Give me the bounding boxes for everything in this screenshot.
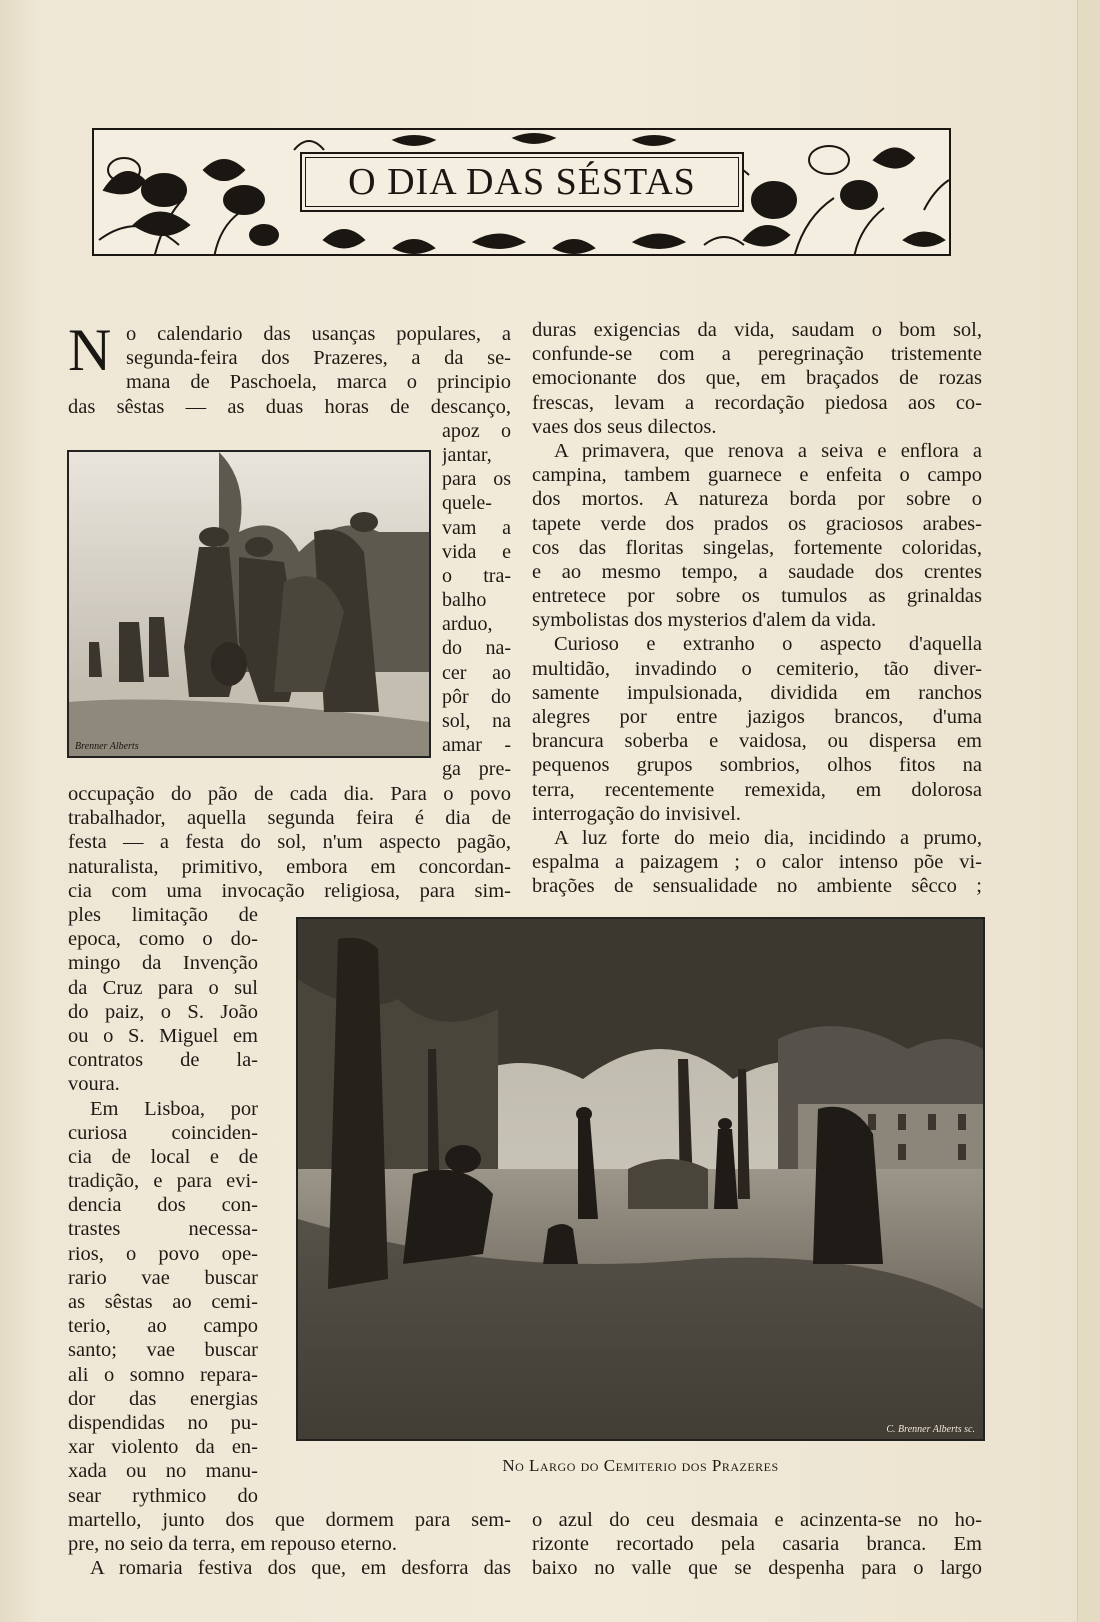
text-line: dencia dos con- [68,1194,258,1217]
text-line: cos das floritas singelas, fortemente coloridas, [532,536,982,559]
text-line: xar violento da en- [68,1436,258,1459]
text-line: campina, tambem guarnece e enfeita o campo [532,464,982,487]
text-line: quele- [442,492,492,515]
text-line: vida e [442,540,511,563]
text-line: vaes dos seus dilectos. [532,415,717,438]
text-line: as sêstas ao cemi- [68,1291,258,1314]
text-line: dor das energias [68,1387,258,1410]
col2-top-paragraph [532,318,982,899]
text-line: balho [442,589,487,612]
text-line: xada ou no manu- [68,1460,258,1483]
col1-narrow-left [68,903,258,1508]
page-edge [1077,0,1100,1622]
photo-largo-cemiterio [296,917,985,1441]
text-line: ga pre- [442,758,511,781]
text-line: espalma a paizagem ; o calor intenso põe vi- [532,851,982,874]
text-line: dos mortos. A natureza borda por sobre o [532,488,982,511]
text-line: A luz forte do meio dia, incidindo a prumo, [554,826,982,849]
text-line: ali o somno repara- [68,1363,258,1386]
text-line: pequenos grupos sombrios, olhos fitos na [532,754,982,777]
text-line: pre, no seio da terra, em repouso eterno. [68,1533,398,1556]
text-line: sear rythmico do [68,1484,258,1507]
text-line: interrogação do invisivel. [532,802,741,825]
col1-mid-paragraph [68,782,511,903]
text-line: das sêstas — as duas horas de descanço, [68,395,511,418]
text-line: baixo no valle que se despenha para o largo [532,1557,982,1580]
text-line: cia com uma invocação religiosa, para sim- [68,879,511,902]
col1-bottom-paragraph [68,1508,511,1581]
text-line: apoz o [442,419,511,442]
text-line: arduo, [442,613,493,636]
text-line: duras exigencias da vida, saudam o bom sol, [532,319,982,341]
text-line: amar - [442,734,511,757]
text-line: ples limitação de [68,904,258,926]
text-line: A primavera, que renova a seiva e enflora a [554,439,982,462]
text-line: curiosa coinciden- [68,1121,258,1144]
text-line: festa — a festa do sol, n'um aspecto pagão, [68,831,511,854]
text-line: trabalhador, aquella segunda feira é dia de [68,807,511,830]
text-line: brancura soberba e vaidosa, ou dispersa em [532,730,982,753]
text-line: alegres por entre jazigos brancos, d'uma [532,706,982,729]
photo-caption: No Largo do Cemiterio dos Prazeres [502,1456,779,1475]
title-box [300,152,744,212]
text-line: terra, recentemente remexida, em dolorosa [532,778,982,801]
page-title: O DIA DAS SÉSTAS [348,161,696,203]
text-line: Em Lisboa, por [90,1097,258,1120]
text-line: dispendidas no pu- [68,1411,258,1434]
text-line: e ao mesmo tempo, a saudade dos crentes [532,560,982,583]
text-line: santo; vae buscar [68,1339,258,1362]
text-line: rizonte recortado pela casaria branca. Em [532,1533,982,1556]
text-line: cia de local e de [68,1145,258,1168]
text-line: multidão, invadindo o cemiterio, tão diver- [532,657,982,680]
text-line: o tra- [442,564,511,587]
text-line: contratos de la- [68,1049,258,1072]
photo-crowd-at-grave [67,450,431,758]
text-line: tapete verde dos prados os graciosos arabes- [532,512,982,535]
crowd-photo-icon [69,452,429,756]
text-line: jantar, [442,443,492,466]
text-line: segunda-feira dos Prazeres, a da se- [126,347,511,370]
text-line: naturalista, primitivo, embora em concordan- [68,855,511,878]
text-line: o azul do ceu desmaia e acinzenta-se no ho- [532,1509,982,1531]
text-line: epoca, como o do- [68,928,258,951]
text-line: A romaria festiva dos que, em desforra das [90,1557,511,1580]
text-line: vam a [442,516,511,539]
text-line: confunde-se com a peregrinação tristemente [532,343,982,366]
photo1-signature: Brenner Alberts [75,741,139,752]
text-line: emocionante dos que, em braçados de rozas [532,367,982,390]
text-line: occupação do pão de cada dia. Para o povo [68,783,511,805]
text-line: martello, junto dos que dormem para sem- [68,1509,511,1531]
text-line: frescas, levam a recordação piedosa aos co- [532,391,982,414]
park-photo-icon [298,919,983,1439]
text-line: rios, o povo ope- [68,1242,258,1265]
text-line: mana de Paschoela, marca o principio [126,371,511,394]
col1-top-line4 [68,395,511,419]
text-line: para os [442,468,511,491]
text-line: terio, ao campo [68,1315,258,1338]
col1-narrow-right [442,419,511,782]
text-line: ou o S. Miguel em [68,1024,258,1047]
text-line: voura. [68,1073,120,1096]
col2-bottom-paragraph [532,1508,982,1581]
text-line: symbolistas dos mysterios d'alem da vida. [532,609,877,632]
photo2-signature: C. Brenner Alberts sc. [886,1424,975,1435]
text-line: rario vae buscar [68,1266,258,1289]
text-line: tradição, e para evi- [68,1170,258,1193]
text-line: Curioso e extranho o aspecto d'aquella [554,633,982,656]
text-line: pôr do [442,685,511,708]
text-line: brações de sensualidade no ambiente sêcco ; [532,875,982,898]
text-line: sol, na [442,710,511,733]
drop-cap: N [68,317,112,383]
text-line: trastes necessa- [68,1218,258,1241]
text-line: mingo da Invenção [68,952,258,975]
text-line: da Cruz para o sul [68,976,258,999]
text-line: samente impulsionada, dividida em ranchos [532,681,982,704]
header-banner [92,128,951,256]
text-line: cer ao [442,661,511,684]
col1-top-paragraph [126,322,511,395]
text-line: o calendario das usanças populares, a [126,323,511,345]
text-line: do na- [442,637,511,660]
text-line: do paiz, o S. João [68,1000,258,1023]
text-line: entretece por sobre os tumulos as grinaldas [532,585,982,608]
